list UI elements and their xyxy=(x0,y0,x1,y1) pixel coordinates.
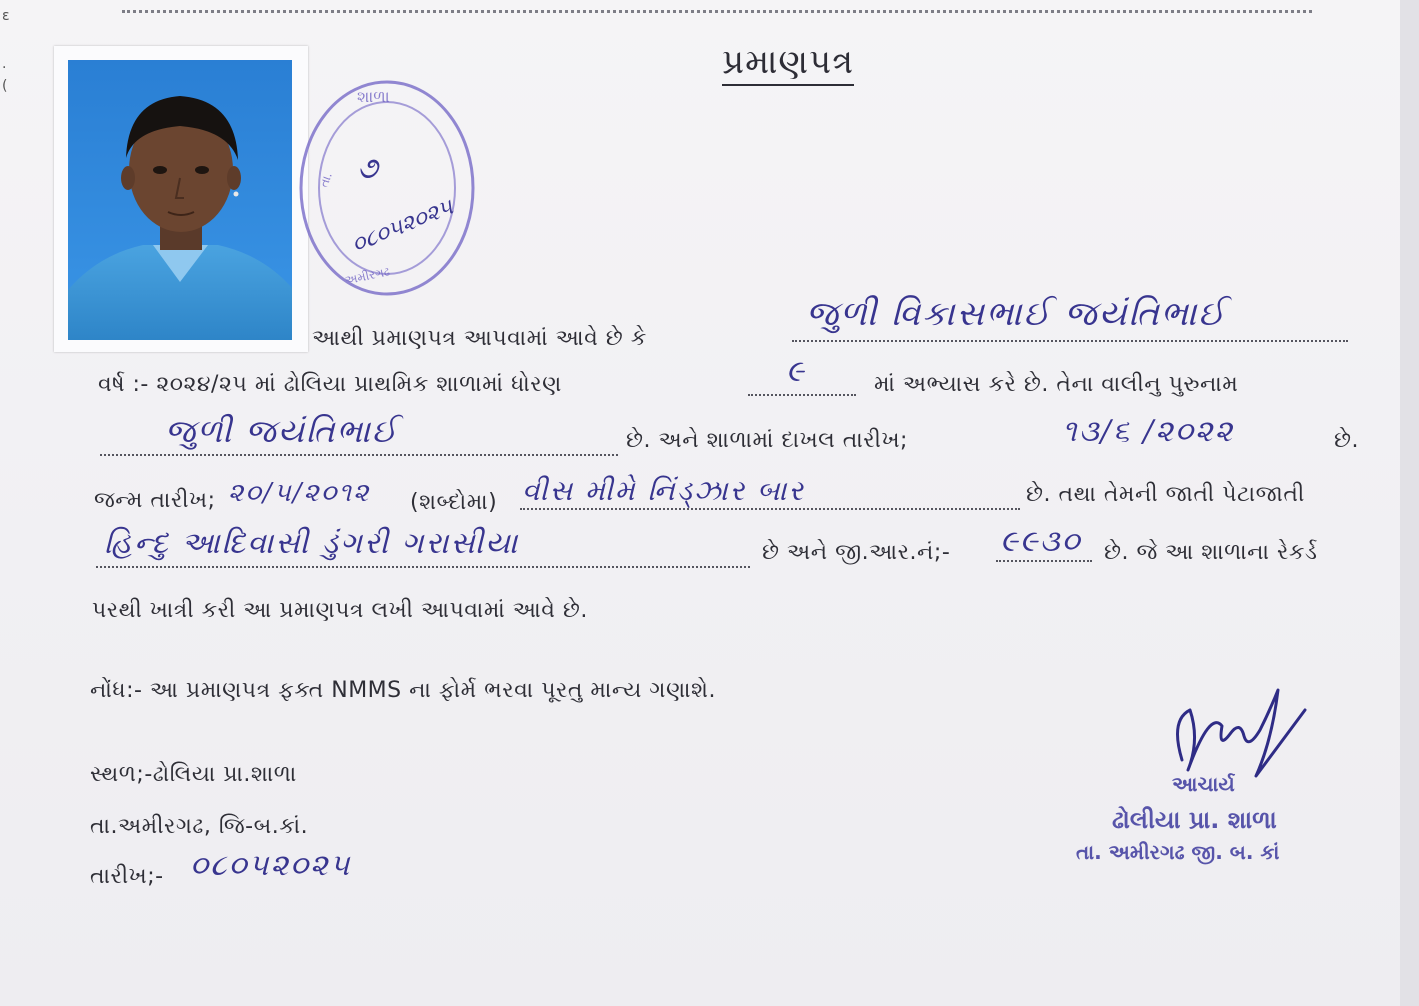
dob-label: જન્મ તારીખ; xyxy=(94,488,216,513)
right-edge-shadow xyxy=(1400,0,1419,1006)
place-line: સ્થળ;-ઢોલિયા પ્રા.શાળા xyxy=(90,762,297,787)
gr-number: ૯૯૩૦ xyxy=(1000,524,1082,559)
stamp-ring-text: શાળા xyxy=(357,87,390,106)
dob-words-dotline xyxy=(520,508,1020,510)
stamp-inner-text: તા. xyxy=(316,170,335,190)
dob-words: વીસ મીમે નિંડ્ઝાર બાર xyxy=(522,474,805,507)
stamp-number: ૭ xyxy=(357,151,378,186)
stamp-date: ૦૮૦૫૨૦૨૫ xyxy=(348,194,457,258)
caste-dotline xyxy=(96,566,750,568)
seal-role: આચાર્ય xyxy=(1172,772,1235,796)
standard: ૯ xyxy=(786,354,806,389)
line2-prefix: વર્ષ :- ૨૦૨૪/૨૫ માં ઢોલિયા પ્રાથમિક શાળામાં ધોરણ xyxy=(98,372,562,397)
seal-place: તા. અમીરગઢ જી. બ. કાં xyxy=(1076,840,1280,864)
line1-prefix: આથી પ્રમાણપત્ર આપવામાં આવે છે કે xyxy=(312,326,647,351)
dob-words-label: (શબ્દોમા) xyxy=(410,490,498,515)
date-label: તારીખ;- xyxy=(90,864,164,889)
top-dotted-line xyxy=(122,10,1312,13)
guardian-dotline xyxy=(100,454,618,456)
admission-date: ૧૩/૬ /૨૦૨૨ xyxy=(1062,414,1235,449)
line5-mid: છે અને જી.આર.નં;- xyxy=(762,540,951,565)
line3-suffix: છે. xyxy=(1334,428,1359,453)
line4-suffix: છે. તથા તેમની જાતી પેટાજાતી xyxy=(1026,482,1305,507)
certificate-title: પ્રમાણપત્ર xyxy=(722,42,854,86)
line5-suffix: છે. જે આ શાળાના રેકર્ડ xyxy=(1104,540,1318,565)
line2-suffix: માં અભ્યાસ કરે છે. તેના વાલીનુ પુરુનામ xyxy=(874,372,1239,397)
nmms-note: નોંધ:- આ પ્રમાણપત્ર ફક્ત NMMS ના ફોર્મ ભરવા પૂરતુ માન્ય ગણાશે. xyxy=(90,678,716,703)
line3-mid: છે. અને શાળામાં દાખલ તારીખ; xyxy=(626,428,908,453)
issue-date: ૦૮૦૫૨૦૨૫ xyxy=(190,848,352,883)
student-photo xyxy=(68,60,292,340)
guardian-name: જુળી જયંતિભાઈ xyxy=(165,412,399,450)
student-name-dotline xyxy=(792,340,1348,342)
dob: ૨૦/૫/૨૦૧૨ xyxy=(228,478,371,508)
student-name: જુળી વિકાસભાઈ જયંતિભાઈ xyxy=(806,294,1227,334)
stamp-bottom-text: અમીરગઢ xyxy=(343,264,392,288)
school-round-stamp xyxy=(287,68,487,308)
caste: હિન્દુ આદિવાસી ડુંગરી ગરાસીયા xyxy=(104,526,520,561)
seal-school: ઢોલીયા પ્રા. શાળા xyxy=(1112,806,1277,834)
gr-no-dotline xyxy=(996,560,1092,562)
line6: પરથી ખાત્રી કરી આ પ્રમાણપત્ર લખી આપવામાં આવે છે. xyxy=(92,598,588,623)
student-photo-frame xyxy=(54,46,308,352)
left-edge-marks: ε · ( xyxy=(2,8,10,94)
standard-dotline xyxy=(748,394,856,396)
taluka-line: તા.અમીરગઢ, જિ-બ.કાં. xyxy=(90,814,309,839)
